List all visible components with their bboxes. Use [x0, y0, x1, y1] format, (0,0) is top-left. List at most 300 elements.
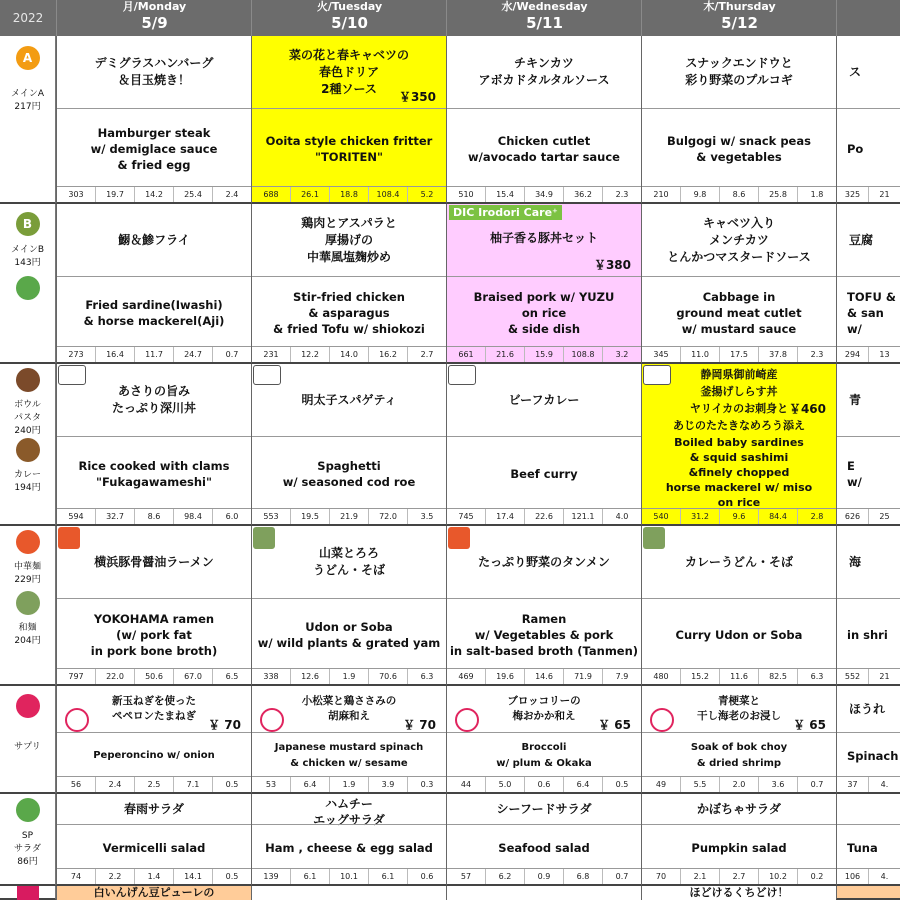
nutrition-value: 72.0	[368, 509, 407, 524]
bottom-cell-1[interactable]	[251, 886, 446, 900]
nutrition-value: 15.2	[680, 669, 719, 684]
mainB-nutrition-row	[57, 346, 251, 362]
mainB-en-name: Fried sardine(Iwashi) & horse mackerel(Aji)	[57, 276, 251, 348]
udon-name: 和麺	[18, 623, 37, 633]
nutrition-value: 37	[847, 780, 858, 789]
salad-jp-name: 春雨サラダ	[124, 802, 184, 816]
nutrition-value: 8.6	[134, 509, 173, 524]
nutrition-value: 74	[70, 872, 82, 881]
salad-en-name: Seafood salad	[447, 824, 641, 870]
curry-badge-icon	[448, 365, 476, 385]
nutrition-value: 139	[263, 872, 279, 881]
bowl-nutrition-row	[447, 508, 641, 524]
category-salad	[0, 794, 56, 886]
supple-jp-name: ブロッコリーの 梅おかか和え	[507, 695, 581, 722]
nutrition-value: 17.4	[485, 509, 524, 524]
bowl-jp-name: ビーフカレー	[508, 392, 580, 407]
salad-name-sp: SP	[21, 831, 34, 841]
supple-cell-1[interactable]	[251, 686, 446, 794]
nutrition-value: 6.4	[290, 777, 329, 792]
nutrition-value: 1.4	[134, 869, 173, 884]
mainB-cell-0[interactable]	[56, 204, 251, 364]
health-care-icon	[16, 276, 40, 300]
nutrition-value: 12.2	[290, 347, 329, 362]
mainB-jp-name: キャベツ入り メンチカツ とんかつマスタードソース	[667, 215, 811, 264]
nutrition-value: 11.7	[134, 347, 173, 362]
nutrition-value: 31.2	[680, 509, 719, 524]
nutrition-value: 16.4	[95, 347, 134, 362]
nutrition-value: 32.7	[95, 509, 134, 524]
nutrition-value: 745	[458, 512, 474, 521]
nutrition-value: 5.5	[680, 777, 719, 792]
salad-jp-name: シーフードサラダ	[496, 802, 592, 816]
nutrition-value: 121.1	[563, 509, 602, 524]
noodle-nutrition-row	[252, 668, 446, 684]
bowl-price: ￥460	[788, 402, 826, 416]
nutrition-value: 0.9	[524, 869, 563, 884]
mainB-nutrition-row	[642, 346, 836, 362]
supple-nutrition-row	[447, 776, 641, 792]
supple-cell-2[interactable]	[446, 686, 641, 794]
noodle-en-name: YOKOHAMA ramen (w/ pork fat in pork bone broth)	[57, 598, 251, 670]
mainB-partial-nutrition	[837, 346, 900, 362]
nutrition-value: 2.7	[407, 347, 446, 362]
bowl-price: 240円	[14, 426, 41, 436]
nutrition-value: 106	[844, 872, 861, 881]
ramen-badge-icon	[58, 527, 80, 549]
supple-price: ￥ 70	[403, 718, 436, 732]
nutrition-value: 0.6	[524, 777, 563, 792]
supple-icon	[16, 694, 40, 718]
nutrition-value: 13	[868, 347, 900, 362]
nutrition-value: 0.2	[797, 869, 836, 884]
nutrition-value: 14.1	[173, 869, 212, 884]
nutrition-value: 19.6	[485, 669, 524, 684]
nutrition-value: 1.9	[329, 669, 368, 684]
noodle-cell-3[interactable]	[641, 526, 836, 686]
nutrition-value: 6.1	[290, 869, 329, 884]
bowl-nutrition-row	[57, 508, 251, 524]
category-bowl	[0, 364, 56, 526]
mainB-en-name: Braised pork w/ YUZU on rice & side dish	[447, 276, 641, 348]
ramen-name: 中華麺	[13, 562, 41, 572]
main-b-price: 143円	[14, 258, 41, 268]
day-date: 5/12	[721, 14, 758, 32]
supple-nutrition-row	[252, 776, 446, 792]
nutrition-value: 98.4	[173, 509, 212, 524]
nutrition-value: 70	[655, 872, 667, 881]
mainA-nutrition-row	[57, 186, 251, 202]
nutrition-value: 1.9	[329, 777, 368, 792]
supple-price: ￥ 70	[208, 718, 241, 732]
nutrition-value: 273	[68, 350, 84, 359]
nutrition-value: 71.9	[563, 669, 602, 684]
nutrition-value: 21.9	[329, 509, 368, 524]
nutrition-value: 84.4	[758, 509, 797, 524]
nutrition-value: 6.5	[212, 669, 251, 684]
main-a-icon-letter: A	[22, 51, 33, 65]
nutrition-value: 24.7	[173, 347, 212, 362]
nutrition-value: 231	[263, 350, 279, 359]
mainA-cell-0[interactable]	[56, 36, 251, 204]
noodle-cell-partial[interactable]	[836, 526, 900, 686]
salad-cell-1[interactable]	[251, 794, 446, 886]
bowl-name: ボウル	[14, 400, 41, 410]
nutrition-value: 50.6	[134, 669, 173, 684]
nutrition-value: 19.7	[95, 187, 134, 202]
day-date: 5/11	[526, 14, 563, 32]
category-supple	[0, 686, 56, 794]
bottom-jp-name: 白いんげん豆ピューレの	[93, 886, 215, 899]
day-name: 火/Tuesday	[316, 0, 383, 13]
nutrition-value: 9.8	[680, 187, 719, 202]
noodle-cell-2[interactable]	[446, 526, 641, 686]
mainA-cell-1[interactable]	[251, 36, 446, 204]
nutrition-value: 25.8	[758, 187, 797, 202]
mainA-jp-name: スナックエンドウと 彩り野菜のプルコギ	[685, 56, 793, 87]
nutrition-value: 57	[460, 872, 472, 881]
mainB-nutrition-row	[252, 346, 446, 362]
nutrition-value: 82.5	[758, 669, 797, 684]
supple-nutrition-row	[57, 776, 251, 792]
nutrition-value: 4.	[868, 869, 900, 884]
supple-partial-jp: ほうれ	[849, 702, 886, 716]
nutrition-value: 4.	[868, 777, 900, 792]
salad-nutrition-row	[642, 868, 836, 884]
bowl-cell-1[interactable]	[251, 364, 446, 526]
nutrition-value: 510	[458, 190, 474, 199]
nutrition-value: 21	[868, 669, 900, 684]
udon-price: 204円	[14, 636, 41, 646]
mainB-cell-1[interactable]	[251, 204, 446, 364]
supple-cell-partial[interactable]	[836, 686, 900, 794]
pasta-badge-icon	[58, 365, 86, 385]
bowl-cell-3[interactable]	[641, 364, 836, 526]
nutrition-value: 3.2	[602, 347, 641, 362]
bowl-icon	[16, 368, 40, 392]
salad-partial-en: Tuna	[837, 824, 900, 870]
nutrition-value: 688	[263, 190, 279, 199]
mainB-jp-name: 柚子香る豚丼セット	[489, 231, 598, 245]
pasta-name: パスタ	[13, 413, 41, 423]
nutrition-value: 0.6	[407, 869, 446, 884]
noodle-nutrition-row	[57, 668, 251, 684]
day-header-1	[251, 0, 447, 36]
bowl-en-name: Boiled baby sardines & squid sashimi &finely chopped horse mackerel w/ miso on rice	[665, 436, 813, 509]
main-b-icon-letter: B	[22, 217, 33, 231]
salad-en-name: Pumpkin salad	[642, 824, 836, 870]
nutrition-value: 25	[868, 509, 900, 524]
nutrition-value: 34.9	[524, 187, 563, 202]
supple-jp-name: 新玉ねぎを使った ペペロンたまねぎ	[112, 695, 196, 722]
supple-nutrition-row	[642, 776, 836, 792]
nutrition-value: 37.8	[758, 347, 797, 362]
nutrition-value: 2.2	[95, 869, 134, 884]
bowl-jp-name: あさりの旨み たっぷり深川丼	[111, 384, 196, 415]
supple-cell-3[interactable]	[641, 686, 836, 794]
bowl-cell-2[interactable]	[446, 364, 641, 526]
bowl-en-name: Spaghetti w/ seasoned cod roe	[252, 436, 446, 510]
nutrition-value: 14.0	[329, 347, 368, 362]
nutrition-value: 67.0	[173, 669, 212, 684]
nutrition-value: 15.4	[485, 187, 524, 202]
nutrition-value: 49	[655, 780, 667, 789]
year-label: 2022	[0, 0, 56, 36]
nutrition-value: 53	[265, 780, 277, 789]
nutrition-value: 2.4	[95, 777, 134, 792]
noodle-nutrition-row	[642, 668, 836, 684]
nutrition-value: 210	[653, 190, 669, 199]
nutrition-value: 2.7	[719, 869, 758, 884]
mainB-en-name: Stir-fried chicken & asparagus & fried Tofu w/ shiokozi	[252, 276, 446, 348]
nutrition-value: 36.2	[563, 187, 602, 202]
noodle-partial-en: in shri	[837, 598, 900, 670]
supple-price: ￥ 65	[598, 718, 631, 732]
nutrition-value: 9.6	[719, 509, 758, 524]
nutrition-value: 2.3	[602, 187, 641, 202]
bottom-cell-2[interactable]	[446, 886, 641, 900]
bowl-cell-partial[interactable]	[836, 364, 900, 526]
bowl-en-name: Beef curry	[447, 436, 641, 510]
bowl-nutrition-row	[642, 508, 836, 524]
noodle-jp-name: カレーうどん・そば	[684, 554, 793, 569]
mainB-jp-name: 鰯＆鯵フライ	[118, 232, 190, 247]
mainB-cell-3[interactable]	[641, 204, 836, 364]
nutrition-value: 6.3	[797, 669, 836, 684]
bottom-jp-name: ほどけるくちどけ！	[689, 886, 789, 899]
mainA-nutrition-row	[447, 186, 641, 202]
bottom-cell-0[interactable]	[56, 886, 251, 900]
salad-cell-2[interactable]	[446, 794, 641, 886]
mainB-partial-jp: 豆腐	[849, 233, 874, 247]
noodle-jp-name: 横浜豚骨醤油ラーメン	[94, 554, 214, 569]
noodle-en-name: Ramen w/ Vegetables & pork in salt-based broth (Tanmen)	[447, 598, 641, 670]
nutrition-value: 2.1	[680, 869, 719, 884]
category-mainB	[0, 204, 56, 364]
nutrition-value: 17.5	[719, 347, 758, 362]
salad-cell-3[interactable]	[641, 794, 836, 886]
nutrition-value: 469	[458, 672, 474, 681]
nutrition-value: 626	[844, 512, 861, 521]
nutrition-value: 6.3	[407, 669, 446, 684]
nutrition-value: 44	[460, 780, 472, 789]
nutrition-value: 4.0	[602, 509, 641, 524]
bowl-jp-name: 静岡県御前崎産 釜揚げしらす丼 ヤリイカのお刺身と あじのたたきなめろう添え	[673, 368, 805, 432]
bottom-icon	[17, 886, 39, 900]
day-name: 水/Wednesday	[501, 0, 588, 13]
salad-price: 86円	[17, 857, 38, 867]
nutrition-value: 19.5	[290, 509, 329, 524]
salad-nutrition-row	[252, 868, 446, 884]
nutrition-value: 3.9	[368, 777, 407, 792]
mainB-jp-name: 鶏肉とアスパラと 厚揚げの 中華風塩麹炒め	[301, 215, 397, 264]
mainA-cell-partial[interactable]	[836, 36, 900, 204]
day-name: 月/Monday	[122, 0, 187, 13]
nutrition-value: 553	[263, 512, 279, 521]
nutrition-value: 325	[844, 190, 861, 199]
nutrition-value: 21	[868, 187, 900, 202]
mainB-partial-en: TOFU & & san w/	[837, 276, 900, 348]
nutrition-value: 11.0	[680, 347, 719, 362]
bowl-en-name: Rice cooked with clams "Fukagawameshi"	[57, 436, 251, 510]
ramen-badge-icon	[448, 527, 470, 549]
ramen-price: 229円	[14, 575, 41, 585]
nutrition-value: 552	[844, 672, 861, 681]
bottom-cell-partial	[836, 886, 900, 900]
supple-en-name: Soak of bok choy & dried shrimp	[642, 732, 836, 778]
day-header-0	[56, 0, 252, 36]
main-a-name: メインA	[11, 89, 44, 99]
mainB-cell-2[interactable]	[446, 204, 641, 364]
mainA-en-name: Ooita style chicken fritter "TORITEN"	[252, 108, 446, 188]
category-mainA	[0, 36, 56, 204]
salad-cell-0[interactable]	[56, 794, 251, 886]
mainA-partial-nutrition	[837, 186, 900, 202]
nutrition-value: 0.3	[407, 777, 446, 792]
nutrition-value: 338	[263, 672, 279, 681]
nutrition-value: 8.6	[719, 187, 758, 202]
noodle-en-name: Udon or Soba w/ wild plants & grated yam	[252, 598, 446, 670]
mainB-price: ￥380	[593, 258, 631, 272]
mainA-en-name: Hamburger steak w/ demiglace sauce & fried egg	[57, 108, 251, 188]
curry-icon	[16, 438, 40, 462]
ramen-icon	[16, 530, 40, 554]
nutrition-value: 70.6	[368, 669, 407, 684]
nutrition-value: 22.0	[95, 669, 134, 684]
nutrition-value: 22.6	[524, 509, 563, 524]
day-header-2	[446, 0, 642, 36]
supple-name: サプリ	[14, 742, 41, 752]
nutrition-value: 5.0	[485, 777, 524, 792]
supple-cell-0[interactable]	[56, 686, 251, 794]
nutrition-value: 21.6	[485, 347, 524, 362]
curry-name: カレー	[13, 470, 41, 480]
udon-badge-icon	[643, 527, 665, 549]
nutrition-value: 10.2	[758, 869, 797, 884]
salad-icon	[16, 798, 40, 822]
bowl-partial-nutrition	[837, 508, 900, 524]
nutrition-value: 12.6	[290, 669, 329, 684]
nutrition-value: 14.2	[134, 187, 173, 202]
salad-jp-name: かぼちゃサラダ	[697, 802, 781, 816]
mainA-nutrition-row	[642, 186, 836, 202]
salad-jp-name: ハムチー エッグサラダ	[313, 797, 385, 827]
nutrition-value: 2.4	[212, 187, 251, 202]
bowl-jp-name: 明太子スパゲティ	[301, 392, 397, 407]
salad-en-name: Vermicelli salad	[57, 824, 251, 870]
supple-jp-name: 青梗菜と 干し海老のお浸し	[697, 695, 781, 722]
nutrition-value: 345	[653, 350, 669, 359]
noodle-jp-name: たっぷり野菜のタンメン	[478, 554, 610, 569]
noodle-en-name: Curry Udon or Soba	[642, 598, 836, 670]
bowl-nutrition-row	[252, 508, 446, 524]
salad-cell-partial[interactable]	[836, 794, 900, 886]
mainB-en-name: Cabbage in ground meat cutlet w/ mustard sauce	[642, 276, 836, 348]
mainA-partial-jp: ス	[849, 65, 862, 79]
udon-icon	[16, 591, 40, 615]
nutrition-value: 3.6	[758, 777, 797, 792]
salad-nutrition-row	[447, 868, 641, 884]
nutrition-value: 26.1	[290, 187, 329, 202]
irodori-care-label: DIC Irodori Care⁺	[449, 205, 562, 220]
bottom-cell-3[interactable]	[641, 886, 836, 900]
nutrition-value: 10.1	[329, 869, 368, 884]
day-header-3	[641, 0, 837, 36]
nutrition-value: 6.8	[563, 869, 602, 884]
nutrition-value: 7.1	[173, 777, 212, 792]
nutrition-value: 0.7	[797, 777, 836, 792]
noodle-cell-0[interactable]	[56, 526, 251, 686]
nutrition-value: 0.5	[602, 777, 641, 792]
noodle-partial-jp: 海	[849, 555, 862, 569]
main-b-name: メインB	[11, 245, 44, 255]
nutrition-value: 6.1	[368, 869, 407, 884]
main-a-icon	[16, 46, 40, 70]
mainA-nutrition-row	[252, 186, 446, 202]
nutrition-value: 5.2	[407, 187, 446, 202]
nutrition-value: 6.0	[212, 509, 251, 524]
nutrition-value: 294	[844, 350, 861, 359]
nutrition-value: 11.6	[719, 669, 758, 684]
mainA-jp-name: 菜の花と春キャベツの 春色ドリア 2種ソース	[288, 47, 409, 96]
nutrition-value: 25.4	[173, 187, 212, 202]
salad-en-name: Ham , cheese & egg salad	[252, 824, 446, 870]
nutrition-value: 2.0	[719, 777, 758, 792]
noodle-cell-1[interactable]	[251, 526, 446, 686]
nutrition-value: 0.7	[602, 869, 641, 884]
supple-price: ￥ 65	[793, 718, 826, 732]
nutrition-value: 18.8	[329, 187, 368, 202]
day-header-partial	[836, 0, 900, 36]
nutrition-value: 56	[70, 780, 82, 789]
supple-en-name: Broccoli w/ plum & Okaka	[447, 732, 641, 778]
nutrition-value: 14.6	[524, 669, 563, 684]
nutrition-value: 108.4	[368, 187, 407, 202]
nutrition-value: 3.5	[407, 509, 446, 524]
nutrition-value: 594	[68, 512, 84, 521]
mainA-en-name: Chicken cutlet w/avocado tartar sauce	[447, 108, 641, 188]
bowl-partial-en: E w/	[837, 436, 900, 510]
noodle-partial-nutrition	[837, 668, 900, 684]
salad-name: サラダ	[14, 844, 41, 854]
nutrition-value: 480	[653, 672, 669, 681]
supple-en-name: Peperoncino w/ onion	[57, 732, 251, 778]
supple-jp-name: 小松菜と鶏ささみの 胡麻和え	[301, 695, 397, 722]
mainB-cell-partial[interactable]	[836, 204, 900, 364]
day-name: 木/Thursday	[703, 0, 776, 13]
mainA-jp-name: デミグラスハンバーグ ＆目玉焼き！	[94, 56, 214, 87]
nutrition-value: 0.5	[212, 869, 251, 884]
mainA-cell-2[interactable]	[446, 36, 641, 204]
day-date: 5/10	[331, 14, 368, 32]
noodle-jp-name: 山菜とろろ うどん・そば	[312, 546, 385, 577]
category-noodle	[0, 526, 56, 686]
supple-en-name: Japanese mustard spinach & chicken w/ sesame	[252, 732, 446, 778]
nutrition-value: 540	[653, 512, 669, 521]
nutrition-value: 2.5	[134, 777, 173, 792]
category-bottom	[0, 886, 56, 900]
nutrition-value: 0.5	[212, 777, 251, 792]
nutrition-value: 16.2	[368, 347, 407, 362]
nutrition-value: 2.3	[797, 347, 836, 362]
mainA-price: ￥350	[398, 90, 436, 104]
curry-price: 194円	[14, 483, 41, 493]
nutrition-value: 661	[458, 350, 474, 359]
mainA-cell-3[interactable]	[641, 36, 836, 204]
mainA-jp-name: チキンカツ アボカドタルタルソース	[478, 56, 610, 87]
bowl-cell-0[interactable]	[56, 364, 251, 526]
nutrition-value: 303	[68, 190, 84, 199]
